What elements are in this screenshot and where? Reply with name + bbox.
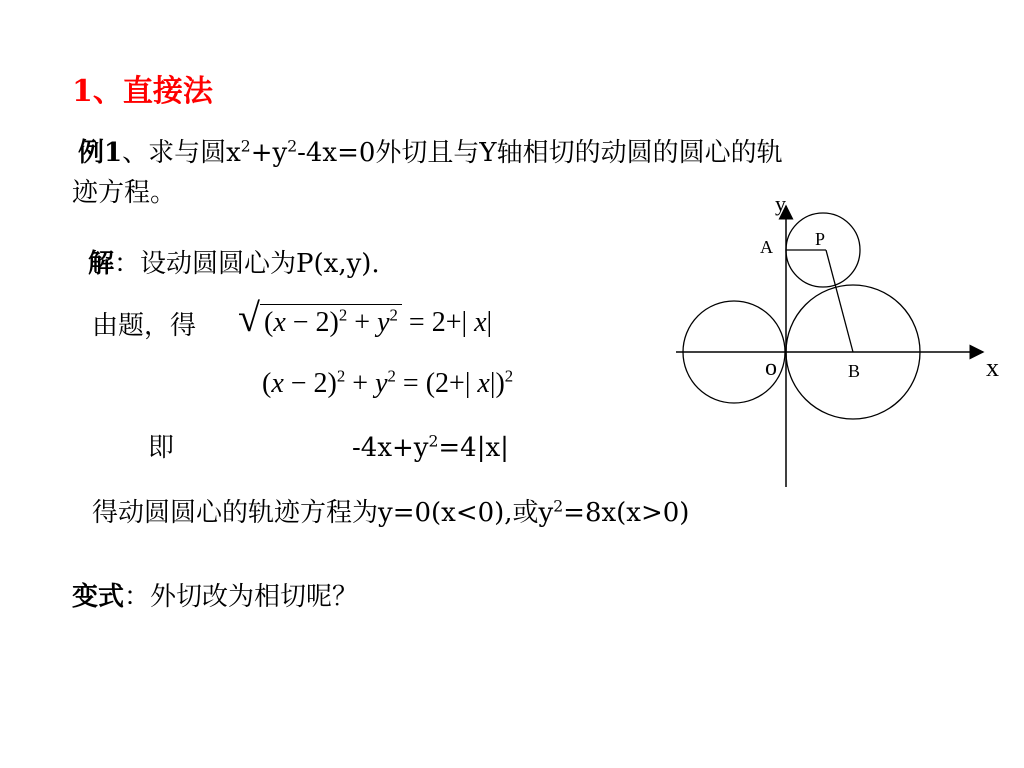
result-line: 得动圆圆心的轨迹方程为y=0(x<0),或$y^2=8x(x>0)$ <box>92 497 690 528</box>
example-text-b: +y <box>250 138 288 168</box>
x-axis-label: x <box>986 353 999 382</box>
equation-3: $-4x+y^2=4|x|$ <box>352 432 509 463</box>
variant-text: 外切改为相切呢？ <box>150 582 359 612</box>
example-text-c: -4x=0外切且与Y轴相切的动圆的圆心的轨 <box>297 138 783 168</box>
point-a-label: A <box>760 237 773 257</box>
section-heading: 1、直接法 <box>72 74 213 109</box>
equation-2: $(x - 2)^2 + y^2 = (2+|$ x|)$^2$ <box>262 366 514 399</box>
example-line-2: 迹方程。 <box>72 178 177 208</box>
y-axis-label: y <box>775 191 786 216</box>
ji-label: 即 <box>148 433 175 463</box>
example-sup-1: 2 <box>240 137 251 156</box>
solution-colon: ： <box>114 249 141 279</box>
segment-pb <box>826 250 853 352</box>
example-sep: 、 <box>122 138 149 168</box>
example-label: 例1 <box>78 138 123 168</box>
sqrt-radical: √ $(x - 2)^2 + y^2$ <box>238 304 402 339</box>
variant-label: 变式 <box>72 582 125 612</box>
solution-label: 解 <box>88 249 115 279</box>
given-label: 由题，得 <box>92 311 197 341</box>
point-p-label: P <box>815 229 826 249</box>
origin-label: o <box>765 355 777 381</box>
point-b-label: B <box>848 361 861 381</box>
variant-colon: ： <box>124 582 151 612</box>
solution-text: 设动圆圆心为P(x,y). <box>140 249 380 279</box>
equation-1: √ $(x - 2)^2 + y^2 = 2+|$ x| <box>238 295 493 340</box>
example-sup-2: 2 <box>287 137 298 156</box>
example-text-a: 求与圆x <box>148 138 241 168</box>
